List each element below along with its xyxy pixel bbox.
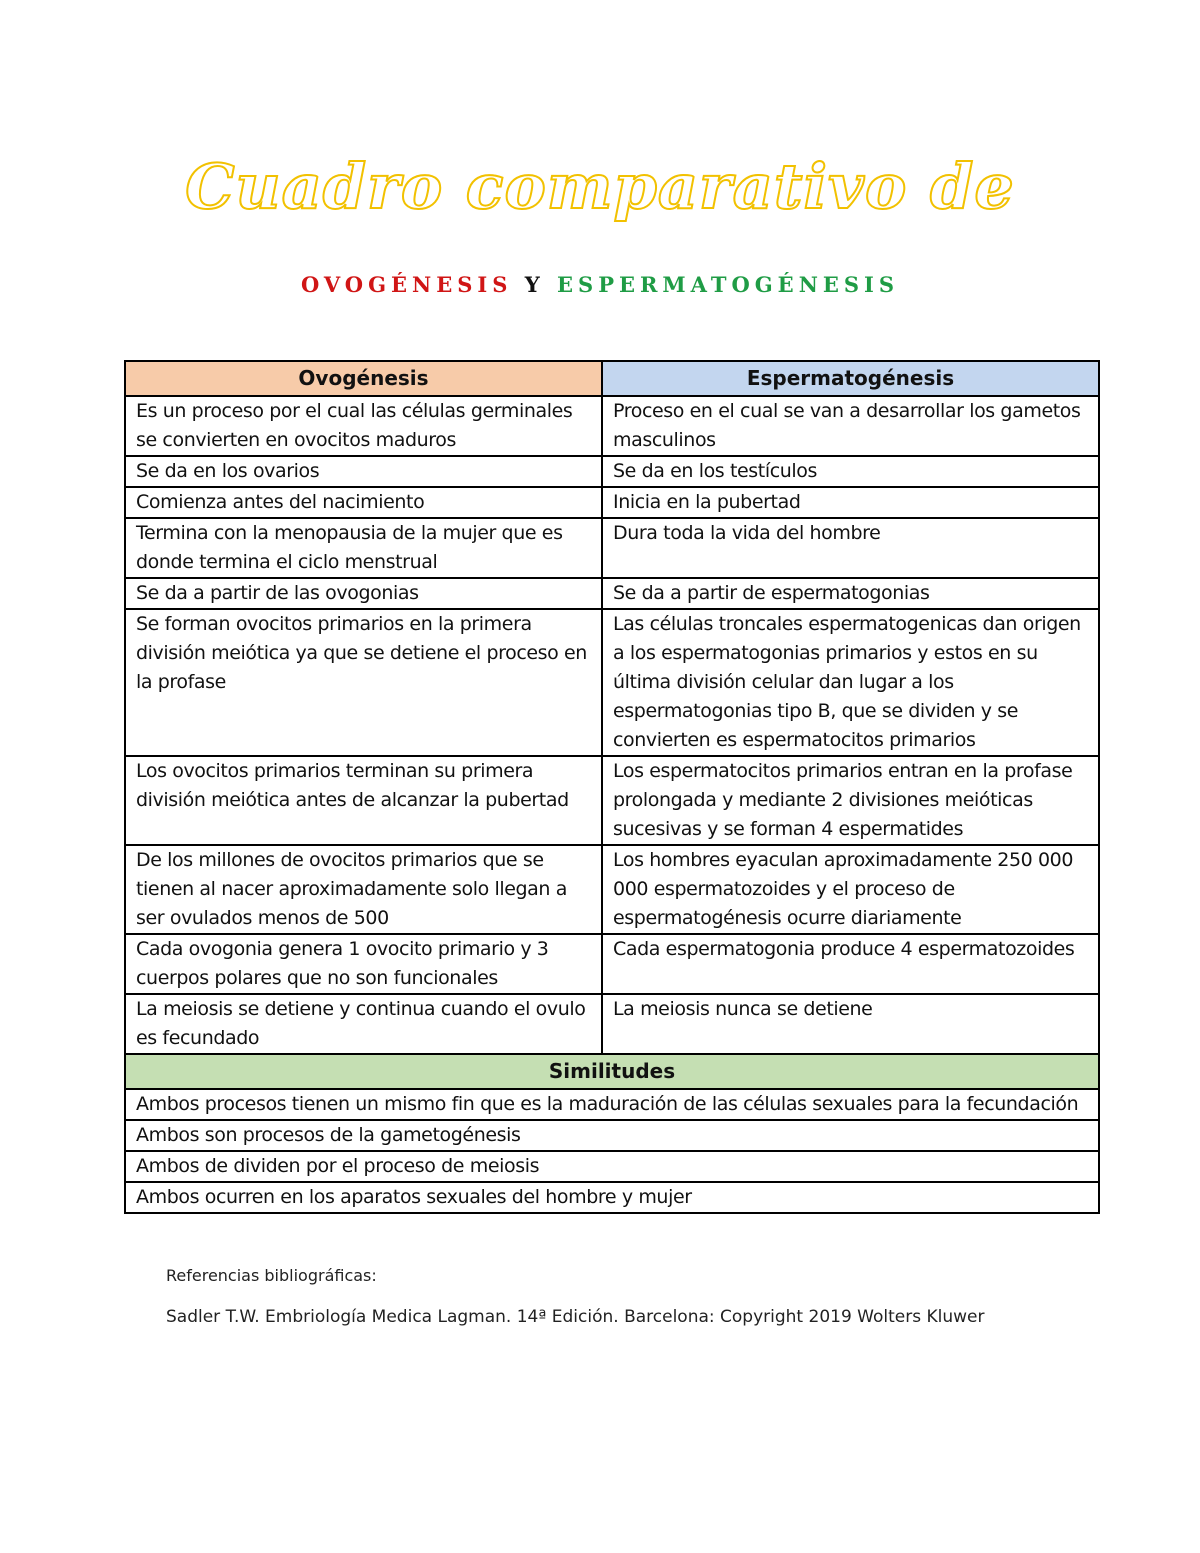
- ovogenesis-cell: Los ovocitos primarios terminan su primera división meiótica antes de alcanzar la pubertad: [125, 756, 602, 845]
- espermatogenesis-cell: Inicia en la pubertad: [602, 487, 1099, 518]
- ovogenesis-cell: Se da a partir de las ovogonias: [125, 578, 602, 609]
- references-title: Referencias bibliográficas:: [166, 1266, 377, 1285]
- ovogenesis-cell: Se da en los ovarios: [125, 456, 602, 487]
- espermatogenesis-cell: Las células troncales espermatogenicas dan origen a los espermatogonias primarios y estos en su última división celular dan lugar a los espermatogonias tipo B, que se dividen y se convierten es espermatocitos primarios: [602, 609, 1099, 756]
- subtitle-espermatogenesis: ESPERMATOGÉNESIS: [557, 272, 900, 297]
- ovogenesis-cell: Se forman ovocitos primarios en la primera división meiótica ya que se detiene el proceso en la profase: [125, 609, 602, 756]
- ovogenesis-cell: Cada ovogonia genera 1 ovocito primario y 3 cuerpos polares que no son funcionales: [125, 934, 602, 994]
- table-row: [125, 518, 1099, 578]
- subtitle-ovogenesis: OVOGÉNESIS: [300, 272, 513, 297]
- espermatogenesis-cell: Los hombres eyaculan aproximadamente 250 000 000 espermatozoides y el proceso de espermatogénesis ocurre diariamente: [602, 845, 1099, 934]
- table-row: [125, 994, 1099, 1054]
- ovogenesis-cell: De los millones de ovocitos primarios que se tienen al nacer aproximadamente solo llegan a ser ovulados menos de 500: [125, 845, 602, 934]
- similitud-cell: Ambos ocurren en los aparatos sexuales del hombre y mujer: [125, 1182, 1099, 1213]
- espermatogenesis-cell: Dura toda la vida del hombre: [602, 518, 1099, 578]
- ovogenesis-cell: Termina con la menopausia de la mujer que es donde termina el ciclo menstrual: [125, 518, 602, 578]
- table-row: [125, 456, 1099, 487]
- references-section: [166, 1266, 984, 1328]
- table-row: [125, 934, 1099, 994]
- header-similitudes: Similitudes: [125, 1054, 1099, 1089]
- similitud-row: [125, 1120, 1099, 1151]
- espermatogenesis-cell: Cada espermatogonia produce 4 espermatozoides: [602, 934, 1099, 994]
- table-row: [125, 845, 1099, 934]
- table-row: [125, 396, 1099, 456]
- comparison-table: [124, 360, 1100, 1214]
- similitud-cell: Ambos son procesos de la gametogénesis: [125, 1120, 1099, 1151]
- espermatogenesis-cell: La meiosis nunca se detiene: [602, 994, 1099, 1054]
- reference-item: Sadler T.W. Embriología Medica Lagman. 14ª Edición. Barcelona: Copyright 2019 Wolters Kluwer: [166, 1307, 985, 1328]
- table-row: [125, 756, 1099, 845]
- subtitle-conjunction: Y: [524, 272, 545, 297]
- espermatogenesis-cell: Se da a partir de espermatogonias: [602, 578, 1099, 609]
- espermatogenesis-cell: Se da en los testículos: [602, 456, 1099, 487]
- similitud-cell: Ambos procesos tienen un mismo fin que es la maduración de las células sexuales para la fecundación: [125, 1089, 1099, 1120]
- page-title: Cuadro comparativo de: [185, 150, 1015, 223]
- similitudes-header-row: [125, 1054, 1099, 1089]
- table-row: [125, 578, 1099, 609]
- table-row: [125, 487, 1099, 518]
- similitud-row: [125, 1089, 1099, 1120]
- page-subtitle: [0, 272, 1200, 297]
- ovogenesis-cell: Comienza antes del nacimiento: [125, 487, 602, 518]
- header-ovogenesis: Ovogénesis: [125, 361, 602, 396]
- similitud-row: [125, 1182, 1099, 1213]
- espermatogenesis-cell: Proceso en el cual se van a desarrollar los gametos masculinos: [602, 396, 1099, 456]
- ovogenesis-cell: Es un proceso por el cual las células germinales se convierten en ovocitos maduros: [125, 396, 602, 456]
- espermatogenesis-cell: Los espermatocitos primarios entran en la profase prolongada y mediante 2 divisiones meióticas sucesivas y se forman 4 espermatides: [602, 756, 1099, 845]
- similitud-cell: Ambos de dividen por el proceso de meiosis: [125, 1151, 1099, 1182]
- similitud-row: [125, 1151, 1099, 1182]
- ovogenesis-cell: La meiosis se detiene y continua cuando el ovulo es fecundado: [125, 994, 602, 1054]
- table-header-row: [125, 361, 1099, 396]
- table-row: [125, 609, 1099, 756]
- header-espermatogenesis: Espermatogénesis: [602, 361, 1099, 396]
